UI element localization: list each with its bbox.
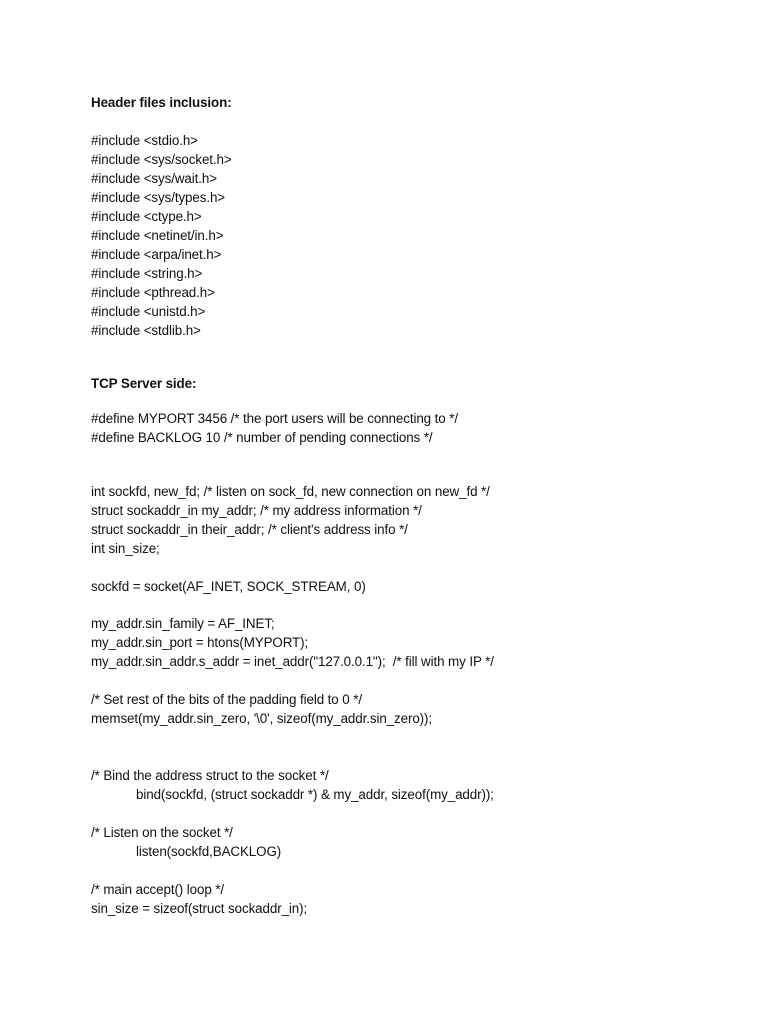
define-line: #define MYPORT 3456 /* the port users will be connecting to */	[91, 411, 458, 426]
include-line: #include <stdio.h>	[91, 133, 198, 148]
addr-setup-line: my_addr.sin_addr.s_addr = inet_addr("127.0.0.1"); /* fill with my IP */	[91, 654, 494, 669]
declaration-line: struct sockaddr_in my_addr; /* my address information */	[91, 503, 422, 518]
bind-comment-line: /* Bind the address struct to the socket */	[91, 768, 329, 783]
include-line: #include <ctype.h>	[91, 209, 202, 224]
include-line: #include <stdlib.h>	[91, 323, 201, 338]
declaration-line: struct sockaddr_in their_addr; /* client's address info */	[91, 522, 408, 537]
socket-call-line: sockfd = socket(AF_INET, SOCK_STREAM, 0)	[91, 579, 366, 594]
include-line: #include <netinet/in.h>	[91, 228, 224, 243]
include-line: #include <string.h>	[91, 266, 203, 281]
declaration-line: int sockfd, new_fd; /* listen on sock_fd, new connection on new_fd */	[91, 484, 490, 499]
include-line: #include <sys/socket.h>	[91, 152, 232, 167]
listen-comment-line: /* Listen on the socket */	[91, 825, 233, 840]
include-line: #include <arpa/inet.h>	[91, 247, 222, 262]
include-line: #include <sys/types.h>	[91, 190, 226, 205]
listen-call-line: listen(sockfd,BACKLOG)	[136, 844, 282, 859]
include-line: #include <pthread.h>	[91, 285, 215, 300]
include-line: #include <sys/wait.h>	[91, 171, 217, 186]
bind-call-line: bind(sockfd, (struct sockaddr *) & my_addr, sizeof(my_addr));	[136, 787, 494, 802]
accept-comment-line: /* main accept() loop */	[91, 882, 225, 897]
sin-size-line: sin_size = sizeof(struct sockaddr_in);	[91, 901, 308, 916]
memset-call-line: memset(my_addr.sin_zero, '\0', sizeof(my_addr.sin_zero));	[91, 711, 433, 726]
addr-setup-line: my_addr.sin_family = AF_INET;	[91, 616, 275, 631]
addr-setup-line: my_addr.sin_port = htons(MYPORT);	[91, 635, 309, 650]
padding-comment-line: /* Set rest of the bits of the padding field to 0 */	[91, 692, 362, 707]
section-heading-tcp-server: TCP Server side:	[91, 376, 197, 391]
section-heading-header-files: Header files inclusion:	[91, 95, 232, 110]
define-line: #define BACKLOG 10 /* number of pending connections */	[91, 430, 433, 445]
declaration-line: int sin_size;	[91, 541, 160, 556]
include-line: #include <unistd.h>	[91, 304, 206, 319]
